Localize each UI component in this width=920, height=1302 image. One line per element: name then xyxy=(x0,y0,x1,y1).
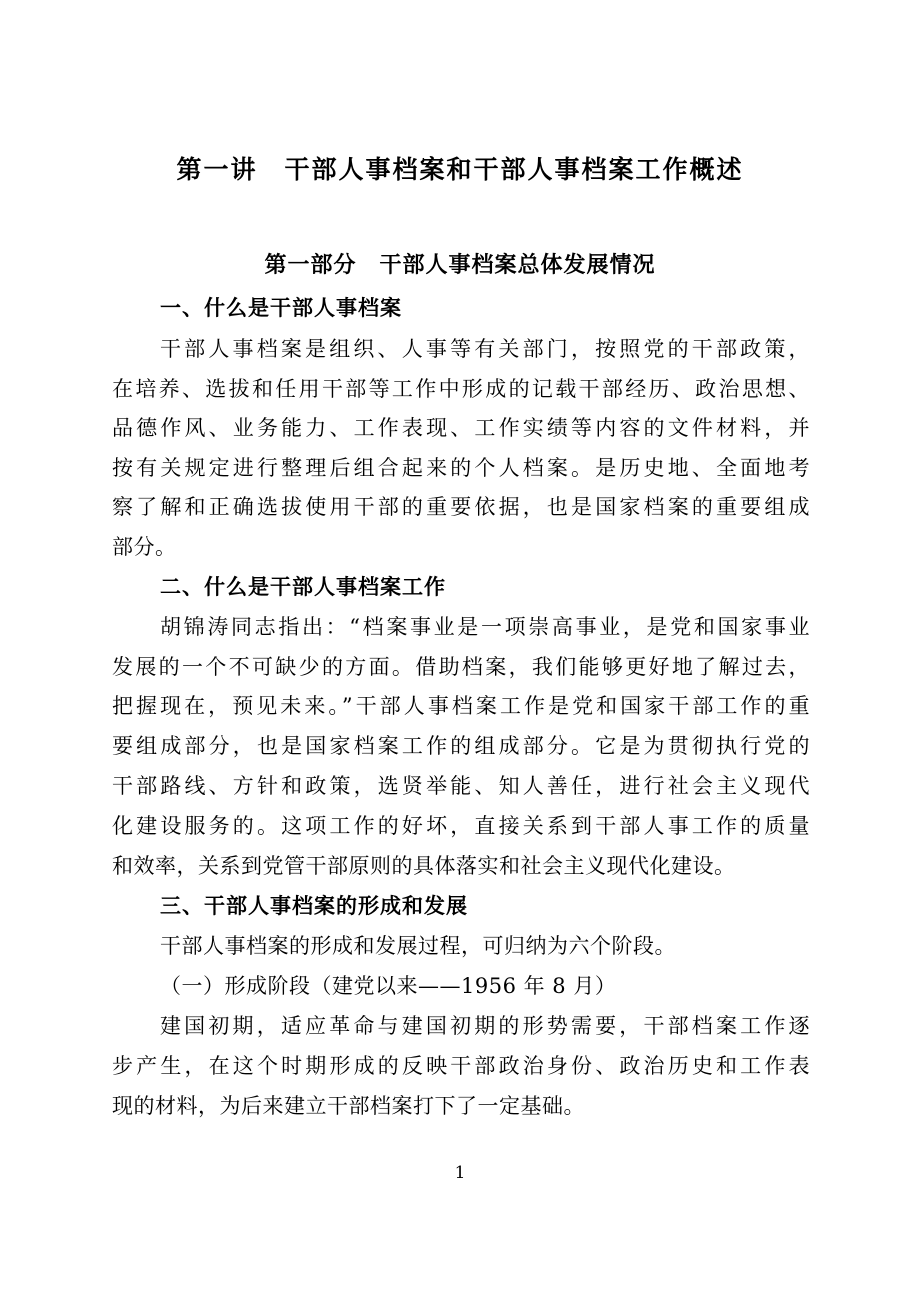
section-1-heading: 一、什么是干部人事档案 xyxy=(160,295,402,320)
paragraph-line: 步产生，在这个时期形成的反映干部政治身份、政治历史和工作表 xyxy=(112,1054,810,1078)
paragraph-line: 在培养、选拔和任用干部等工作中形成的记载干部经历、政治思想、 xyxy=(112,377,810,401)
paragraph-line: 建国初期，适应革命与建国初期的形势需要，干部档案工作逐 xyxy=(160,1014,810,1038)
stage-1-heading: （一）形成阶段（建党以来——1956 年 8 月） xyxy=(160,974,617,998)
paragraph-line: 和效率，关系到党管干部原则的具体落实和社会主义现代化建设。 xyxy=(112,854,736,878)
paragraph-line: 品德作风、业务能力、工作表现、工作实绩等内容的文件材料，并 xyxy=(112,416,810,440)
paragraph-line: 把握现在，预见未来。”干部人事档案工作是党和国家干部工作的重 xyxy=(112,694,810,718)
paragraph-line: 干部路线、方针和政策，选贤举能、知人善任，进行社会主义现代 xyxy=(112,774,810,798)
paragraph-line: 干部人事档案的形成和发展过程，可归纳为六个阶段。 xyxy=(160,934,676,958)
section-3-heading: 三、干部人事档案的形成和发展 xyxy=(160,893,468,918)
paragraph-line: 察了解和正确选拔使用干部的重要依据，也是国家档案的重要组成 xyxy=(112,495,810,519)
paragraph-line: 按有关规定进行整理后组合起来的个人档案。是历史地、全面地考 xyxy=(112,456,810,480)
paragraph-line: 现的材料，为后来建立干部档案打下了一定基础。 xyxy=(112,1094,585,1118)
paragraph-line: 部分。 xyxy=(112,535,177,559)
paragraph-line: 胡锦涛同志指出：“档案事业是一项崇高事业，是党和国家事业 xyxy=(160,615,810,639)
paragraph-line: 发展的一个不可缺少的方面。借助档案，我们能够更好地了解过去， xyxy=(112,655,810,679)
paragraph-line: 干部人事档案是组织、人事等有关部门，按照党的干部政策， xyxy=(160,337,810,361)
part-title: 第一部分 干部人事档案总体发展情况 xyxy=(264,252,656,278)
paragraph-line: 化建设服务的。这项工作的好坏，直接关系到干部人事工作的质量 xyxy=(112,814,810,838)
section-2-heading: 二、什么是干部人事档案工作 xyxy=(160,574,446,599)
lecture-title: 第一讲 干部人事档案和干部人事档案工作概述 xyxy=(176,155,744,184)
page-number: 1 xyxy=(454,1163,466,1183)
paragraph-line: 要组成部分，也是国家档案工作的组成部分。它是为贯彻执行党的 xyxy=(112,734,810,758)
